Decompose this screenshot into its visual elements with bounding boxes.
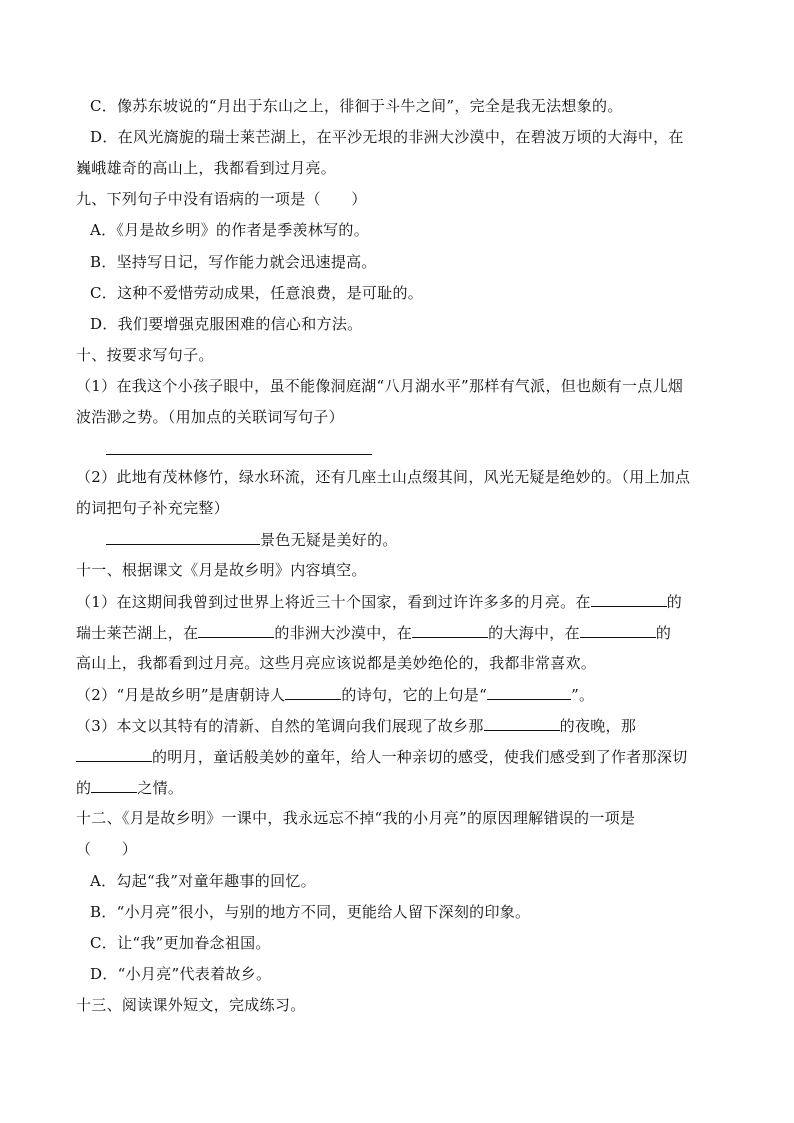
q11-title: 十一、根据课文《月是故乡明》内容填空。 <box>76 561 367 579</box>
option-c-prev: C．像苏东坡说的“月出于东山之上，徘徊于斗牛之间”，完全是我无法想象的。 <box>90 97 623 115</box>
q10-answer-line[interactable] <box>106 454 372 455</box>
q11-p3-text-c: 的明月，童话般美妙的童年，给人一种亲切的感受，使我们感受到了作者那深切 <box>152 748 688 766</box>
q9-option-b: B．坚持写日记，写作能力就会迅速提高。 <box>90 253 377 271</box>
q11-blank-3[interactable] <box>412 622 488 638</box>
q11-blank-1[interactable] <box>591 591 667 607</box>
q11-part1-line2 <box>76 622 671 643</box>
q10-part2-line1: （2）此地有茂林修竹，绿水环流，还有几座土山点缀其间，风光无疑是绝妙的。（用上加点 <box>76 468 691 486</box>
q11-p2-text-a: （2）“月是故乡明”是唐朝诗人 <box>76 686 286 704</box>
q12-answer-paren: （ ） <box>76 840 138 858</box>
q11-p1-text-c: 瑞士莱芒湖上，在 <box>76 624 199 642</box>
q9-option-a: A．《月是故乡明》的作者是季羡林写的。 <box>90 221 370 239</box>
q11-p1-text-e: 的大海中，在 <box>488 624 580 642</box>
q10-part2-fill-line <box>106 529 398 550</box>
q12-option-b: B．“小月亮”很小，与别的地方不同，更能给人留下深刻的印象。 <box>90 903 531 921</box>
q11-blank-feeling[interactable] <box>91 777 137 793</box>
q10-part2-line2: 的词把句子补充完整） <box>76 499 230 517</box>
q11-p2-text-c: ”。 <box>571 686 595 704</box>
q9-option-c: C．这种不爱惜劳动成果，任意浪费，是可耻的。 <box>90 284 424 302</box>
q11-part3-line2 <box>76 746 688 767</box>
q11-blank-evening[interactable] <box>484 715 560 731</box>
q11-p2-text-b: 的诗句，它的上句是“ <box>341 686 488 704</box>
q9-title: 九、下列句子中没有语病的一项是（ ） <box>76 190 367 208</box>
q12-option-c: C．让“我”更加眷念祖国。 <box>90 934 271 952</box>
q12-option-a: A．勾起“我”对童年趣事的回忆。 <box>90 872 316 890</box>
q10-title: 十、按要求写句子。 <box>76 346 214 364</box>
q10-part1-line1: （1）在我这个小孩子眼中，虽不能像洞庭湖“八月湖水平”那样有气派，但也颇有一点儿烟 <box>76 377 684 395</box>
q11-blank-moon[interactable] <box>76 746 152 762</box>
q11-part1-line3: 高山上，我都看到过月亮。这些月亮应该说都是美妙绝伦的，我都非常喜欢。 <box>76 654 597 672</box>
q11-part1-line1 <box>76 591 682 612</box>
q11-p3-text-e: 之情。 <box>137 779 184 797</box>
q11-p1-text-f: 的 <box>655 624 672 642</box>
q10-fill-suffix: 景色无疑是美好的。 <box>260 531 398 549</box>
option-d-prev-line1: D．在风光旖旎的瑞士莱芒湖上，在平沙无垠的非洲大沙漠中，在碧波万顷的大海中，在 <box>90 128 684 146</box>
q11-p1-text-a: （1）在这期间我曾到过世界上将近三十个国家，看到过许许多多的月亮。在 <box>76 593 591 611</box>
q12-option-d: D．“小月亮”代表着故乡。 <box>90 965 272 983</box>
q11-p3-text-a: （3）本文以其特有的清新、自然的笔调向我们展现了故乡那 <box>76 717 484 735</box>
q11-blank-verse[interactable] <box>487 684 571 700</box>
q11-blank-2[interactable] <box>198 622 274 638</box>
q11-p3-text-b: 的夜晚，那 <box>559 717 637 735</box>
q11-part2-line <box>76 684 594 705</box>
q9-option-d: D．我们要增强克服困难的信心和方法。 <box>90 315 363 333</box>
q11-p1-text-d: 的非洲大沙漠中，在 <box>274 624 413 642</box>
q12-title: 十二、《月是故乡明》一课中，我永远忘不掉“我的小月亮”的原因理解错误的一项是 <box>76 809 636 827</box>
q11-part3-line1 <box>76 715 636 736</box>
q13-title: 十三、阅读课外短文，完成练习。 <box>76 996 306 1014</box>
q11-p1-text-b: 的 <box>666 593 683 611</box>
q11-blank-4[interactable] <box>580 622 656 638</box>
q11-p3-text-d: 的 <box>76 779 92 797</box>
q11-part3-line3 <box>76 777 183 798</box>
option-d-prev-line2: 巍峨雄奇的高山上，我都看到过月亮。 <box>76 159 337 177</box>
q11-blank-poet[interactable] <box>285 684 341 700</box>
q10-part1-line2: 波浩渺之势。（用加点的关联词写句子） <box>76 408 344 426</box>
q10-fill-blank[interactable] <box>106 529 260 545</box>
